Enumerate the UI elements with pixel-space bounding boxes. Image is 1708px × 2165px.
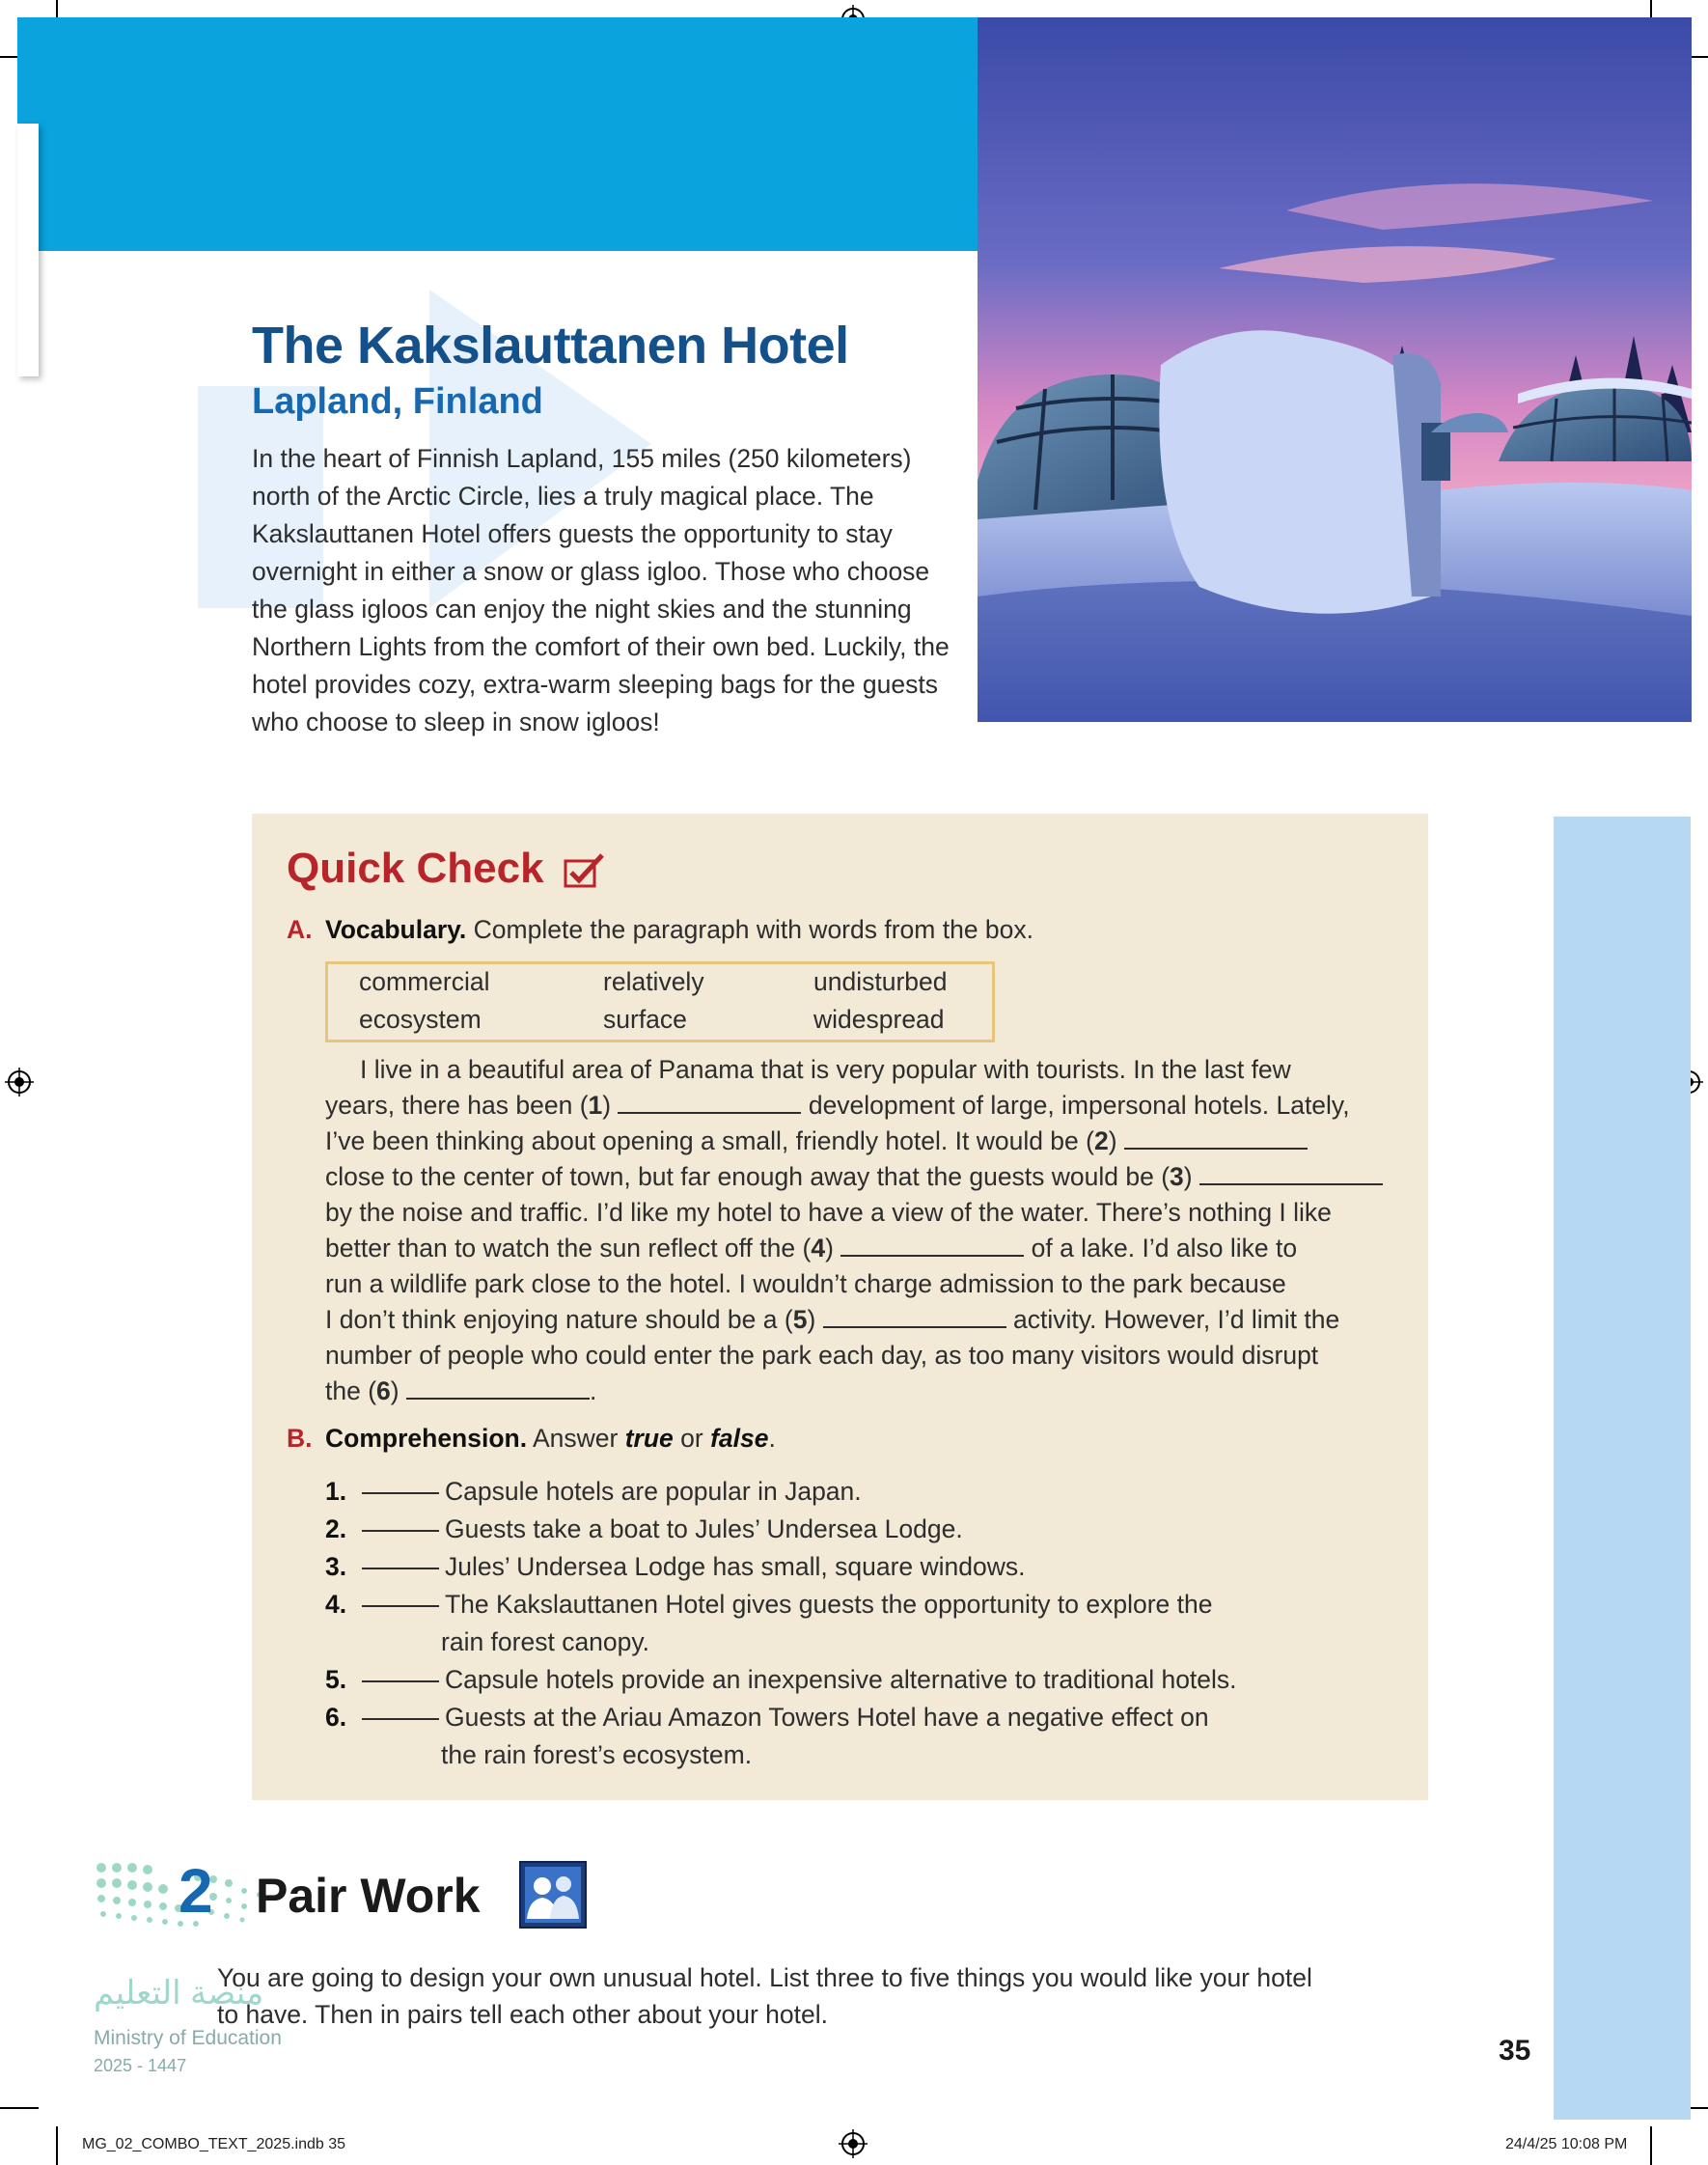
statement-item xyxy=(325,1586,1329,1624)
paragraph-text: of a lake. I’d also like to xyxy=(1024,1234,1298,1263)
false-word: false xyxy=(710,1424,769,1453)
paragraph-text: ) xyxy=(1108,1126,1124,1155)
blank-number: 2 xyxy=(1093,1126,1109,1155)
quick-check-title: Quick Check xyxy=(287,845,544,892)
article-line: In the heart of Finnish Lapland, 155 miles (250 kilometers) xyxy=(252,444,912,473)
section-b-heading xyxy=(287,1424,776,1454)
paragraph-line: run a wildlife park close to the hotel. I wouldn’t charge admission to the park because xyxy=(325,1269,1286,1298)
section-a-label: Vocabulary. xyxy=(325,915,467,944)
article-line: who choose to sleep in snow igloos! xyxy=(252,708,660,736)
section-a-instruction: Complete the paragraph with words from the box. xyxy=(466,915,1034,944)
word-box-item: undisturbed xyxy=(813,967,948,996)
paragraph-line xyxy=(325,1124,1396,1159)
paragraph-text: ) xyxy=(825,1234,841,1263)
article-body xyxy=(252,440,966,741)
paragraph-text: ) xyxy=(807,1305,823,1334)
crop-mark xyxy=(1650,2126,1652,2165)
statement-item xyxy=(325,1699,1329,1736)
section-b-text: Answer xyxy=(527,1424,625,1453)
section-a-heading xyxy=(287,915,1033,945)
statement-text: Capsule hotels provide an inexpensive alternative to traditional hotels. xyxy=(445,1665,1237,1694)
statement-item xyxy=(325,1548,1329,1586)
registration-mark-icon xyxy=(5,1068,34,1096)
checkbox-checkmark-icon xyxy=(564,853,604,888)
crop-mark xyxy=(56,2126,58,2165)
answer-blank-3[interactable] xyxy=(1199,1164,1383,1185)
answer-blank[interactable] xyxy=(362,1661,439,1682)
article-line: the glass igloos can enjoy the night skies and the stunning xyxy=(252,595,912,624)
ministry-year: 2025 - 1447 xyxy=(94,2056,187,2075)
paragraph-line xyxy=(325,1374,1396,1409)
statement-number: 6. xyxy=(325,1703,347,1732)
paragraph-line xyxy=(325,1088,1396,1124)
article-title: The Kakslauttanen Hotel xyxy=(252,317,849,375)
ministry-english-text: Ministry of Education xyxy=(94,2027,282,2049)
print-slug-file: MG_02_COMBO_TEXT_2025.indb 35 xyxy=(82,2136,346,2152)
statement-item xyxy=(325,1661,1329,1699)
paragraph-text: close to the center of town, but far enough away that the guests would be ( xyxy=(325,1162,1171,1191)
paragraph-text: the ( xyxy=(325,1376,377,1405)
page-number: 35 xyxy=(1499,2035,1531,2067)
ministry-arabic-text: منصة التعليم xyxy=(94,1975,264,2012)
section-b-label: Comprehension. xyxy=(325,1424,528,1453)
igloo-photo xyxy=(978,17,1692,722)
section-number: 2 xyxy=(179,1856,213,1926)
paragraph-line: by the noise and traffic. I’d like my hotel to have a view of the water. There’s nothing I like xyxy=(325,1198,1332,1227)
paragraph-line xyxy=(325,1231,1396,1266)
true-false-list xyxy=(325,1473,1329,1774)
page-tab xyxy=(17,124,39,376)
pair-work-line: You are going to design your own unusual hotel. List three to five things you would like your hotel xyxy=(217,1963,1312,1992)
statement-text: Jules’ Undersea Lodge has small, square windows. xyxy=(445,1552,1026,1581)
paragraph-text: I’ve been thinking about opening a small, friendly hotel. It would be ( xyxy=(325,1126,1094,1155)
statement-continuation: rain forest canopy. xyxy=(441,1627,650,1656)
header-band xyxy=(17,17,978,251)
section-b-text: . xyxy=(768,1424,776,1453)
article-line: overnight in either a snow or glass igloo. Those who choose xyxy=(252,557,930,586)
blank-number: 4 xyxy=(811,1234,826,1263)
section-b-letter: B. xyxy=(287,1424,313,1453)
statement-text: Guests take a boat to Jules’ Undersea Lodge. xyxy=(445,1514,963,1543)
answer-blank-4[interactable] xyxy=(840,1235,1024,1257)
paragraph-line: I live in a beautiful area of Panama that is very popular with tourists. In the last few xyxy=(360,1055,1291,1084)
paragraph-text: . xyxy=(589,1376,597,1405)
paragraph-text: ) xyxy=(1183,1162,1199,1191)
blank-number: 1 xyxy=(588,1091,603,1120)
paragraph-text: activity. However, I’d limit the xyxy=(1006,1305,1340,1334)
paragraph-text: better than to watch the sun reflect off the ( xyxy=(325,1234,812,1263)
crop-mark xyxy=(0,2107,39,2109)
paragraph-line xyxy=(325,1302,1396,1338)
answer-blank-6[interactable] xyxy=(406,1378,590,1400)
paragraph-line xyxy=(325,1159,1396,1195)
statement-number: 3. xyxy=(325,1552,347,1581)
pair-work-instructions xyxy=(217,1959,1375,2033)
statement-continuation: the rain forest’s ecosystem. xyxy=(441,1740,753,1769)
statement-item xyxy=(325,1473,1329,1511)
print-slug-date: 24/4/25 10:08 PM xyxy=(1505,2136,1628,2152)
section-a-letter: A. xyxy=(287,915,313,944)
answer-blank-5[interactable] xyxy=(823,1307,1006,1328)
statement-number: 4. xyxy=(325,1590,347,1619)
registration-mark-icon xyxy=(839,2129,868,2158)
word-box-item: surface xyxy=(603,1005,687,1034)
article-line: north of the Arctic Circle, lies a truly magical place. The xyxy=(252,482,874,511)
cloze-paragraph xyxy=(325,1052,1396,1409)
word-box-item: commercial xyxy=(359,967,490,996)
paragraph-text: I don’t think enjoying nature should be a ( xyxy=(325,1305,793,1334)
pair-work-title: Pair Work xyxy=(256,1869,481,1923)
section-b-text: or xyxy=(673,1424,711,1453)
word-box-item: ecosystem xyxy=(359,1005,482,1034)
blank-number: 6 xyxy=(376,1376,391,1405)
word-box-item: widespread xyxy=(813,1005,945,1034)
article-line: hotel provides cozy, extra-warm sleeping bags for the guests xyxy=(252,670,938,699)
pair-work-line: to have. Then in pairs tell each other about your hotel. xyxy=(217,2000,828,2029)
side-strip xyxy=(1554,817,1691,2120)
statement-text: Guests at the Ariau Amazon Towers Hotel have a negative effect on xyxy=(445,1703,1209,1732)
answer-blank-2[interactable] xyxy=(1124,1128,1308,1150)
statement-number: 1. xyxy=(325,1477,347,1506)
statement-text: Capsule hotels are popular in Japan. xyxy=(445,1477,862,1506)
statement-number: 2. xyxy=(325,1514,347,1543)
true-word: true xyxy=(624,1424,674,1453)
blank-number: 3 xyxy=(1170,1162,1184,1191)
answer-blank[interactable] xyxy=(362,1473,439,1494)
paragraph-line: number of people who could enter the park each day, as too many visitors would disrupt xyxy=(325,1341,1319,1370)
statement-number: 5. xyxy=(325,1665,347,1694)
blank-number: 5 xyxy=(792,1305,808,1334)
statement-item xyxy=(325,1511,1329,1548)
word-box-item: relatively xyxy=(603,967,704,996)
answer-blank[interactable] xyxy=(362,1586,439,1607)
answer-blank[interactable] xyxy=(362,1699,439,1720)
paragraph-text: years, there has been ( xyxy=(325,1091,589,1120)
answer-blank[interactable] xyxy=(362,1548,439,1569)
article-line: Kakslauttanen Hotel offers guests the opportunity to stay xyxy=(252,519,893,548)
answer-blank[interactable] xyxy=(362,1511,439,1532)
statement-text: The Kakslauttanen Hotel gives guests the opportunity to explore the xyxy=(445,1590,1213,1619)
paragraph-text: ) xyxy=(602,1091,619,1120)
article-subtitle: Lapland, Finland xyxy=(252,381,543,422)
pair-work-people-icon xyxy=(519,1861,587,1929)
article-line: Northern Lights from the comfort of their own bed. Luckily, the xyxy=(252,632,950,661)
answer-blank-1[interactable] xyxy=(618,1093,801,1114)
paragraph-text: development of large, impersonal hotels. Lately, xyxy=(801,1091,1350,1120)
paragraph-text: ) xyxy=(390,1376,406,1405)
